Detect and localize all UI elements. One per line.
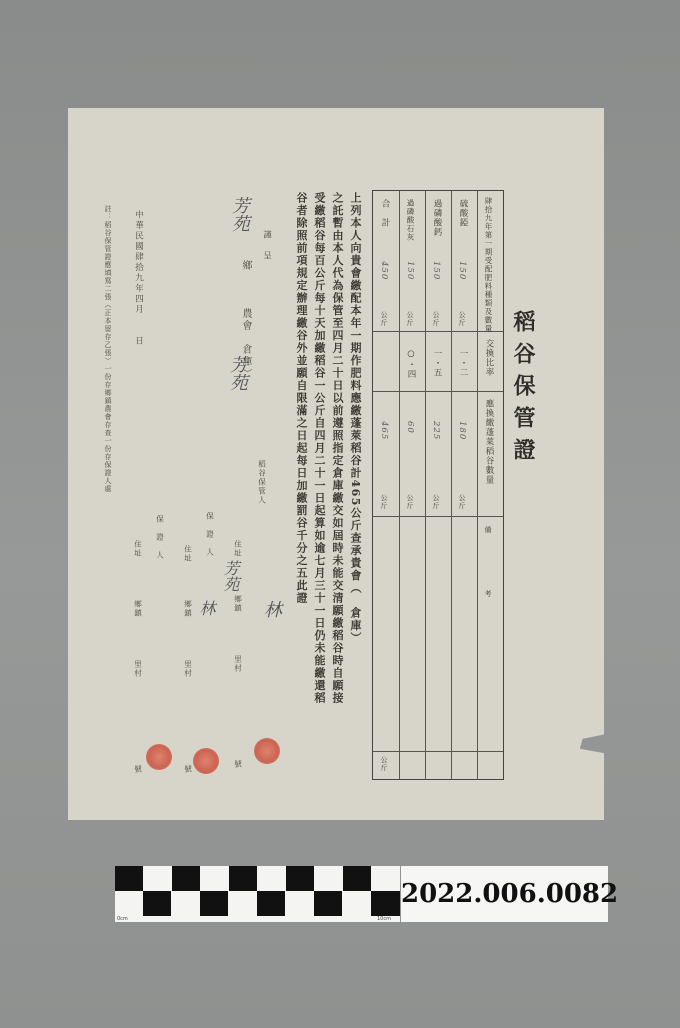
red-seal-stamp (193, 748, 219, 774)
body-line-1: 上列本人向貴會繳配本年一期作肥料應繳蓬萊稻谷計465公斤查承貴會（ 倉庫） (349, 192, 362, 645)
table-col-divider (451, 191, 452, 779)
township-office: 鄉 農會 倉庫） (240, 260, 251, 380)
row-unit: 公斤 (432, 494, 440, 510)
row-type: 合 計 (380, 199, 390, 228)
row-qty: 150 (457, 261, 467, 281)
fertilizer-table (372, 190, 504, 780)
row-paddy: 180 (457, 421, 467, 441)
ruler-square (229, 866, 257, 891)
row-unit: 公斤 (432, 311, 440, 327)
guarantor-label: 保 證 人 (205, 512, 215, 557)
keeper-name-handwritten: 林 (261, 600, 282, 618)
guarantor2-address-label: 住址 (133, 540, 143, 558)
body-line-3: 受繳稻谷每百公斤每十天加繳稻谷一公斤自四月二十一日起算如逾七月三十一日仍未能繳還稻 (313, 192, 326, 705)
addressee: 謹 呈 (261, 230, 272, 262)
red-seal-stamp (146, 744, 172, 770)
body-line-2: 之託暫由本人代為保管至四月二十日以前遵照指定倉庫繳交如屆時未能交清願繳稻谷時自願接 (331, 192, 344, 705)
ruler-square (200, 891, 228, 916)
table-header-ratio: 交換比率 (484, 339, 494, 377)
row-unit: 公斤 (380, 311, 388, 327)
guarantor-address-label: 住址 (183, 545, 193, 563)
table-col-divider (399, 191, 400, 779)
table-row-divider (373, 516, 503, 517)
row-unit: 公斤 (380, 494, 388, 510)
row-ratio: ○・四 (406, 349, 416, 379)
date-line: 中華民國肆拾九年四月 日 (133, 210, 144, 347)
ruler-square (172, 866, 200, 891)
document-title: 稻谷保管證 (510, 310, 536, 470)
keeper-address-label: 住址 (233, 540, 243, 558)
table-col-divider (425, 191, 426, 779)
scale-ruler (115, 866, 400, 922)
row-unit: 公斤 (458, 494, 466, 510)
ruler-square (286, 866, 314, 891)
ruler-square (314, 891, 342, 916)
row-unit: 公斤 (380, 756, 388, 772)
row-paddy: 465 (379, 421, 389, 441)
row-paddy: 225 (431, 421, 441, 441)
ruler-square (343, 866, 371, 891)
body-line-4: 谷者除照前項規定辦理繳谷外並願自限滿之日起每日加繳罰谷千分之五此證 (295, 192, 308, 605)
row-unit: 公斤 (406, 311, 414, 327)
ruler-square (257, 891, 285, 916)
table-header-remarks: 備 考 (484, 526, 492, 598)
row-qty: 450 (379, 261, 389, 281)
handwritten-township: 芳苑 (229, 196, 250, 232)
ruler-end-label: 10cm (377, 916, 391, 922)
row-unit: 公斤 (458, 311, 466, 327)
keeper-seal-label: 號 (233, 760, 243, 769)
guarantor2-label: 保 證 人 (155, 515, 165, 560)
row-ratio: 一・二 (458, 349, 468, 378)
keeper-village-handwritten: 芳苑 (221, 560, 240, 592)
ruler-square (371, 891, 400, 916)
guarantor2-li-label: 里村 (133, 660, 143, 678)
ruler-square (115, 866, 143, 891)
table-row-divider (373, 751, 503, 752)
row-unit: 公斤 (406, 494, 414, 510)
catalog-label (401, 866, 619, 922)
handwritten-office: 芳苑 (227, 355, 248, 391)
ruler-start-label: 0cm (117, 916, 128, 922)
row-type: 過磷酸鈣 (432, 199, 442, 237)
keeper-label: 稻谷保管人 (257, 460, 267, 505)
keeper-village-suffix: 鄉鎮 (233, 595, 243, 613)
row-ratio: 一・五 (432, 349, 442, 378)
table-header-paddy: 應換繳蓬萊稻谷數量 (484, 399, 494, 485)
guarantor-village-suffix: 鄉鎮 (183, 600, 193, 618)
guarantor-seal-label: 號 (183, 765, 193, 774)
catalog-number: 2022.006.0082 (401, 879, 619, 909)
row-qty: 150 (431, 261, 441, 281)
guarantor2-seal-label: 號 (133, 765, 143, 774)
guarantor-li-label: 里村 (183, 660, 193, 678)
note-line: 註：稻谷保管證應填寫二張（正本留存乙張）一份存鄉鎮農會存查一份存保證人處 (104, 205, 112, 493)
row-qty: 150 (405, 261, 415, 281)
row-type: 硫酸錏 (458, 199, 468, 228)
row-paddy: 60 (405, 421, 415, 434)
guarantor-name-handwritten: 林 (197, 600, 216, 616)
guarantor2-village-suffix: 鄉鎮 (133, 600, 143, 618)
row-type: 過磷酸石灰 (406, 199, 415, 242)
red-seal-stamp (254, 738, 280, 764)
table-col-divider (477, 191, 478, 779)
table-row-divider (373, 391, 503, 392)
keeper-li-label: 里村 (233, 655, 243, 673)
ruler-square (143, 891, 171, 916)
table-header: 肆拾九年第一期受配肥料種類及數量 (484, 197, 493, 333)
